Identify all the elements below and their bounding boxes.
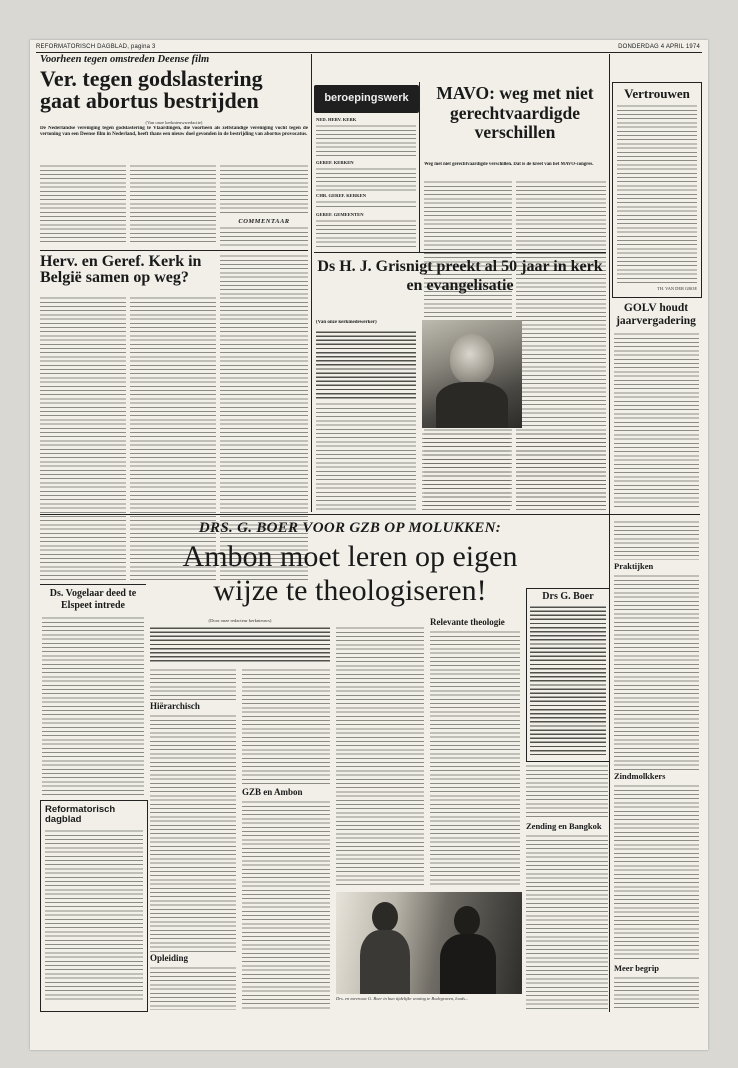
beroeping-col-4 [316,219,416,247]
article1-kicker: Voorheen tegen omstreden Deense film [40,54,210,65]
mavo-headline: MAVO: weg met niet gerechtvaardigde verschillen [436,83,594,143]
boer-sub-hierarchisch: Hiërarchisch [150,701,200,711]
grisnigt-byline: (Van onze kerkmedewerker) [316,320,377,325]
boer-col3 [336,626,424,886]
masthead-name: Reformatorisch dagblad [45,804,116,825]
boer-photo-caption: Drs. en mevrouw G. Boer in hun tijdelijke woning te Bodegraven, loods... [336,996,469,1001]
boer-byline: (Door onze redacteur kerknieuws) [208,618,272,623]
boer-col2b [242,800,330,1010]
boer-col2a [242,668,330,786]
boer-sub-opleiding: Opleiding [150,953,189,963]
herv-col1 [40,296,126,581]
article1-col3a [220,164,308,216]
boer-sub-relevante: Relevante theologie [430,617,505,627]
newspaper-page [30,40,708,1050]
mavo-lead: Weg met niet gerechtvaardigde verschillen. Dat is de kreet van het MAVO-congres. [424,162,594,167]
beroeping-item-1: NED. HERV. KERK [316,117,357,122]
boer-col1b [150,714,236,952]
right-sub-zindmolkkers: Zindmolkkers [614,771,666,781]
drs-boer-box [526,588,610,762]
vertrouwen-signature: TH. VAN DER GROE [657,286,697,292]
right-col-d [614,976,699,1010]
boer-couple-photo [336,892,522,994]
beroeping-item-4: GEREF. GEMEENTEN [316,212,364,217]
vertrouwen-body [617,104,697,284]
boer-sub-gzb: GZB en Ambon [242,787,303,797]
article1-col3b [220,226,308,246]
masthead-info [45,829,143,1001]
grisnigt-col1 [316,402,416,510]
boer-col1a [150,668,236,700]
article1-lead: De Nederlandse vereniging tegen godslastering te Vlaardingen, die voorheen als zelfstandige vereniging vocht tegen de vertoning van een Deense film in Nederland, heeft thans een nieuw doel gevonden in de bestrijding van abortus provocatus. [40,126,308,137]
vogelaar-body [42,616,144,796]
grisnigt-portrait [422,320,522,428]
beroeping-col-1 [316,124,416,158]
right-sub-praktijken: Praktijken [614,561,654,571]
right-sub-meer: Meer begrip [614,963,659,973]
herv-headline: Herv. en Geref. Kerk in België samen op weg? [40,253,202,287]
beroepingswerk-title: beroepingswerk [324,92,409,104]
article1-col2 [130,164,216,244]
article1-headline: Ver. tegen godslastering gaat abortus bestrijden [40,66,263,114]
beroeping-item-3: CHR. GEREF. KERKEN [316,193,367,198]
golv-headline: GOLV houdt jaarvergadering [616,302,696,328]
boer-col1c [150,966,236,1010]
boer-col5b [526,834,608,1010]
vertrouwen-box [612,82,702,298]
right-col-c [614,784,699,962]
vertrouwen-title: Vertrouwen [624,86,690,101]
drs-boer-title: Drs G. Boer [542,591,594,602]
beroeping-col-2 [316,167,416,191]
article1-subhead: COMMENTAAR [238,218,290,225]
golv-body [614,332,699,508]
boer-col5a [526,764,608,820]
article1-col1 [40,164,126,244]
article1-byline: (Van onze kerknieuwsredactie) [145,120,203,125]
page-header-right: DONDERDAG 4 APRIL 1974 [618,44,700,50]
beroeping-col-3 [316,200,416,210]
herv-col2 [130,296,216,581]
right-col-a [614,520,699,560]
boer-lead [150,626,330,664]
grisnigt-lead [316,330,416,400]
boer-sub-zending: Zending en Bangkok [526,821,602,831]
boer-col4 [430,630,520,886]
grisnigt-headline: Ds H. J. Grisnigt preekt al 50 jaar in kerk en evangelisatie [317,258,603,294]
masthead-box [40,800,148,1012]
right-col-b [614,574,699,770]
grisnigt-col3 [516,432,606,510]
grisnigt-col2 [422,432,510,510]
drs-boer-body [530,605,606,755]
boer-kicker: DRS. G. BOER VOOR GZB OP MOLUKKEN: [198,520,502,536]
beroepingswerk-logo [314,85,419,113]
page-header-left: REFORMATORISCH DAGBLAD, pagina 3 [36,44,156,50]
boer-headline: Ambon moet leren op eigen wijze te theologiseren! [182,540,518,607]
beroeping-item-2: GEREF. KERKEN [316,160,354,165]
vogelaar-headline: Ds. Vogelaar deed te Elspeet intrede [49,588,137,611]
